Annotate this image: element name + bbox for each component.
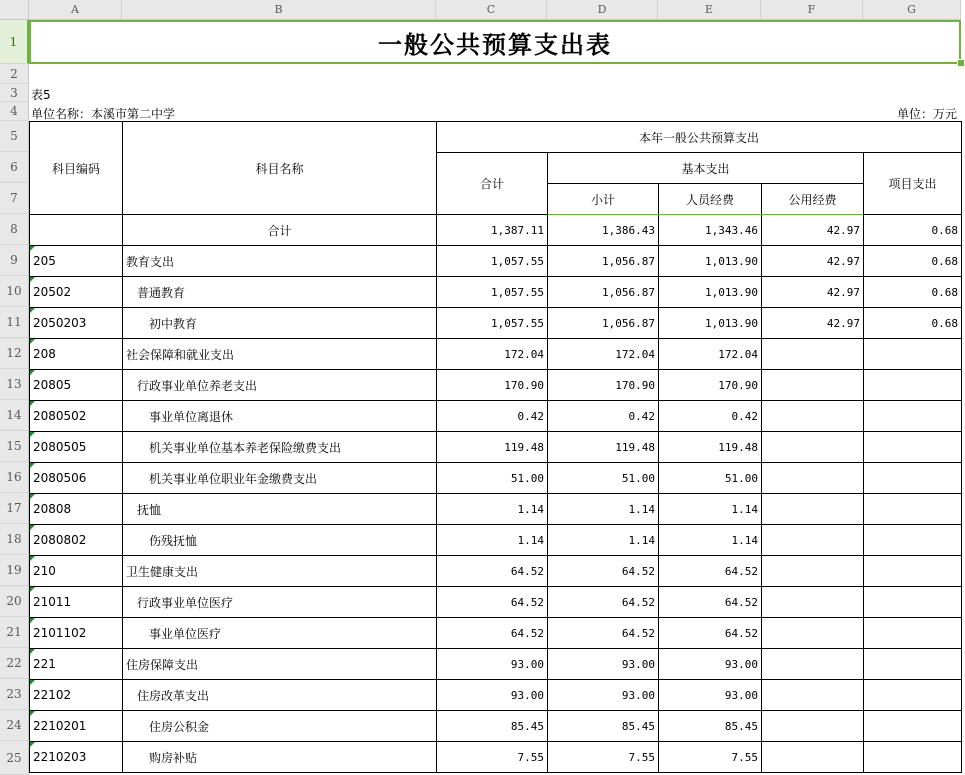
row-header-8[interactable]: 8 bbox=[0, 214, 29, 245]
cell-name[interactable]: 伤残抚恤 bbox=[123, 525, 437, 556]
cell-project[interactable] bbox=[864, 463, 962, 494]
row-header-3[interactable]: 3 bbox=[0, 84, 29, 102]
cell-code[interactable] bbox=[30, 370, 123, 401]
cell-name[interactable]: 行政事业单位医疗 bbox=[123, 587, 437, 618]
cell-public[interactable] bbox=[762, 432, 864, 463]
cell-total[interactable]: 170.90 bbox=[437, 370, 548, 401]
row-header-25[interactable]: 25 bbox=[0, 741, 29, 775]
cell-personnel[interactable]: 85.45 bbox=[659, 711, 762, 742]
cell-total[interactable]: 1,387.11 bbox=[437, 215, 548, 246]
row-header-7[interactable]: 7 bbox=[0, 183, 29, 214]
cell-name[interactable]: 抚恤 bbox=[123, 494, 437, 525]
cell-personnel[interactable]: 7.55 bbox=[659, 742, 762, 773]
cell-code[interactable] bbox=[30, 649, 123, 680]
cell-personnel[interactable]: 0.42 bbox=[659, 401, 762, 432]
cell-personnel[interactable]: 64.52 bbox=[659, 618, 762, 649]
cell-text: 20805 bbox=[33, 378, 72, 392]
cell-public[interactable] bbox=[762, 556, 864, 587]
cell-name[interactable]: 普通教育 bbox=[123, 277, 437, 308]
cell-name[interactable]: 卫生健康支出 bbox=[123, 556, 437, 587]
cell-subtotal[interactable]: 64.52 bbox=[548, 618, 659, 649]
table-number-label: 表5 bbox=[31, 88, 51, 102]
cell-code[interactable] bbox=[30, 742, 123, 773]
column-header-g[interactable]: G bbox=[863, 0, 961, 20]
cell-public[interactable]: 42.97 bbox=[762, 215, 864, 246]
cell-name[interactable]: 社会保障和就业支出 bbox=[123, 339, 437, 370]
cell-project[interactable] bbox=[864, 556, 962, 587]
cell-name[interactable]: 教育支出 bbox=[123, 246, 437, 277]
table-row bbox=[30, 525, 962, 556]
cell-project[interactable] bbox=[864, 618, 962, 649]
header-public[interactable]: 公用经费 bbox=[762, 184, 864, 215]
cell-subtotal[interactable]: 51.00 bbox=[548, 463, 659, 494]
column-header-f[interactable]: F bbox=[761, 0, 863, 20]
cell-public[interactable] bbox=[762, 401, 864, 432]
cell-project[interactable] bbox=[864, 525, 962, 556]
cell-text: 210 bbox=[33, 564, 56, 578]
cell-total[interactable]: 64.52 bbox=[437, 556, 548, 587]
table-row bbox=[30, 587, 962, 618]
number-as-text-indicator-icon bbox=[30, 308, 35, 313]
table-row bbox=[30, 742, 962, 773]
cell-code[interactable] bbox=[30, 308, 123, 339]
table-row bbox=[30, 556, 962, 587]
number-as-text-indicator-icon bbox=[30, 680, 35, 685]
cell-public[interactable] bbox=[762, 370, 864, 401]
cell-project[interactable] bbox=[864, 711, 962, 742]
cell-code[interactable] bbox=[30, 556, 123, 587]
cell-public[interactable]: 42.97 bbox=[762, 246, 864, 277]
number-as-text-indicator-icon bbox=[30, 742, 35, 747]
number-as-text-indicator-icon bbox=[30, 618, 35, 623]
cell-personnel[interactable]: 1,013.90 bbox=[659, 246, 762, 277]
table-row bbox=[30, 370, 962, 401]
cell-public[interactable] bbox=[762, 525, 864, 556]
table-row bbox=[30, 618, 962, 649]
number-as-text-indicator-icon bbox=[30, 339, 35, 344]
number-as-text-indicator-icon bbox=[30, 277, 35, 282]
table-row bbox=[30, 277, 962, 308]
table-row bbox=[30, 339, 962, 370]
cell-code[interactable] bbox=[30, 680, 123, 711]
cell-code[interactable] bbox=[30, 618, 123, 649]
row-header-6[interactable]: 6 bbox=[0, 152, 29, 183]
row-header-15[interactable]: 15 bbox=[0, 431, 29, 462]
cell-total[interactable]: 119.48 bbox=[437, 432, 548, 463]
table-row bbox=[30, 432, 962, 463]
cell-name[interactable]: 事业单位医疗 bbox=[123, 618, 437, 649]
cell-name[interactable]: 机关事业单位职业年金缴费支出 bbox=[123, 463, 437, 494]
cell-public[interactable] bbox=[762, 494, 864, 525]
cell-text: 208 bbox=[33, 347, 56, 361]
table-row bbox=[30, 680, 962, 711]
cell-code[interactable] bbox=[30, 525, 123, 556]
row-header-23[interactable]: 23 bbox=[0, 679, 29, 710]
table-row bbox=[30, 401, 962, 432]
cell-text: 20808 bbox=[33, 502, 72, 516]
number-as-text-indicator-icon bbox=[30, 711, 35, 716]
cell-personnel[interactable]: 1,013.90 bbox=[659, 277, 762, 308]
cell-subtotal[interactable]: 64.52 bbox=[548, 556, 659, 587]
row-header-24[interactable]: 24 bbox=[0, 710, 29, 741]
cell-project[interactable]: 0.68 bbox=[864, 277, 962, 308]
cell-text: 2080502 bbox=[33, 409, 87, 423]
cell-public[interactable]: 42.97 bbox=[762, 308, 864, 339]
cell-code[interactable] bbox=[30, 277, 123, 308]
cell-public[interactable]: 42.97 bbox=[762, 277, 864, 308]
cell-total[interactable]: 1,057.55 bbox=[437, 277, 548, 308]
cell-personnel[interactable]: 64.52 bbox=[659, 587, 762, 618]
unit-label: 单位：万元 bbox=[897, 107, 958, 121]
cell-subtotal[interactable]: 0.42 bbox=[548, 401, 659, 432]
cell-public[interactable] bbox=[762, 711, 864, 742]
row-header-13[interactable]: 13 bbox=[0, 369, 29, 400]
cell-subtotal[interactable]: 170.90 bbox=[548, 370, 659, 401]
cell-subtotal[interactable]: 119.48 bbox=[548, 432, 659, 463]
column-header-e[interactable]: E bbox=[658, 0, 761, 20]
cell-personnel[interactable]: 51.00 bbox=[659, 463, 762, 494]
header-project[interactable]: 项目支出 bbox=[864, 153, 962, 215]
row-header-11[interactable]: 11 bbox=[0, 307, 29, 338]
cell-text: 2050203 bbox=[33, 316, 87, 330]
cell-code[interactable] bbox=[30, 339, 123, 370]
cell-personnel[interactable]: 172.04 bbox=[659, 339, 762, 370]
cell-project[interactable] bbox=[864, 401, 962, 432]
cell-total[interactable]: 1,057.55 bbox=[437, 308, 548, 339]
header-name[interactable]: 科目名称 bbox=[123, 122, 437, 215]
row-header-17[interactable]: 17 bbox=[0, 493, 29, 524]
header-subtotal[interactable]: 小计 bbox=[548, 184, 659, 215]
table-row bbox=[30, 463, 962, 494]
select-all-corner[interactable] bbox=[0, 0, 29, 20]
cell-name[interactable]: 事业单位离退休 bbox=[123, 401, 437, 432]
row-header-19[interactable]: 19 bbox=[0, 555, 29, 586]
row-header-2[interactable]: 2 bbox=[0, 64, 29, 84]
number-as-text-indicator-icon bbox=[30, 587, 35, 592]
cell-project[interactable] bbox=[864, 680, 962, 711]
cell-total[interactable]: 64.52 bbox=[437, 587, 548, 618]
cell-subtotal[interactable]: 64.52 bbox=[548, 587, 659, 618]
table-row bbox=[30, 649, 962, 680]
cell-text: 20502 bbox=[33, 285, 72, 299]
cell-name[interactable]: 初中教育 bbox=[123, 308, 437, 339]
cell-public[interactable] bbox=[762, 680, 864, 711]
cell-personnel[interactable]: 93.00 bbox=[659, 680, 762, 711]
cell-name[interactable]: 购房补贴 bbox=[123, 742, 437, 773]
header-total[interactable]: 合计 bbox=[437, 153, 548, 215]
row-header-5[interactable]: 5 bbox=[0, 121, 29, 152]
cell-code[interactable] bbox=[30, 587, 123, 618]
cell-project[interactable] bbox=[864, 432, 962, 463]
cell-subtotal[interactable]: 1.14 bbox=[548, 525, 659, 556]
cell-project[interactable] bbox=[864, 370, 962, 401]
header-current-year[interactable]: 本年一般公共预算支出 bbox=[437, 122, 962, 153]
header-code[interactable]: 科目编码 bbox=[30, 122, 123, 215]
cell-text: 2210201 bbox=[33, 719, 87, 733]
cell-total[interactable]: 85.45 bbox=[437, 711, 548, 742]
cell-subtotal[interactable]: 1,056.87 bbox=[548, 277, 659, 308]
row-header-12[interactable]: 12 bbox=[0, 338, 29, 369]
cell-text: 2080505 bbox=[33, 440, 87, 454]
row-header-9[interactable]: 9 bbox=[0, 245, 29, 276]
budget-table bbox=[29, 121, 962, 773]
cell-name[interactable]: 住房公积金 bbox=[123, 711, 437, 742]
cell-project[interactable] bbox=[864, 649, 962, 680]
number-as-text-indicator-icon bbox=[30, 556, 35, 561]
cell-personnel[interactable]: 1,013.90 bbox=[659, 308, 762, 339]
cell-subtotal[interactable]: 1,056.87 bbox=[548, 308, 659, 339]
row-header-18[interactable]: 18 bbox=[0, 524, 29, 555]
cell-code[interactable] bbox=[30, 246, 123, 277]
cell-total[interactable]: 0.42 bbox=[437, 401, 548, 432]
cell-name[interactable]: 机关事业单位基本养老保险缴费支出 bbox=[123, 432, 437, 463]
cell-personnel[interactable]: 119.48 bbox=[659, 432, 762, 463]
cell-text: 2080802 bbox=[33, 533, 87, 547]
cell-text: 2210203 bbox=[33, 750, 87, 764]
cell-total[interactable]: 93.00 bbox=[437, 680, 548, 711]
number-as-text-indicator-icon bbox=[30, 463, 35, 468]
row-header-10[interactable]: 10 bbox=[0, 276, 29, 307]
cell-text: 2080506 bbox=[33, 471, 87, 485]
number-as-text-indicator-icon bbox=[30, 525, 35, 530]
number-as-text-indicator-icon bbox=[30, 370, 35, 375]
header-basic[interactable]: 基本支出 bbox=[548, 153, 864, 184]
table-row bbox=[30, 711, 962, 742]
unit-name-label: 单位名称：本溪市第二中学 bbox=[31, 107, 176, 121]
header-personnel[interactable]: 人员经费 bbox=[659, 184, 762, 215]
row-header-21[interactable]: 21 bbox=[0, 617, 29, 648]
cell-project[interactable] bbox=[864, 742, 962, 773]
cell-personnel[interactable]: 64.52 bbox=[659, 556, 762, 587]
cell-total[interactable]: 51.00 bbox=[437, 463, 548, 494]
cell-subtotal[interactable]: 93.00 bbox=[548, 649, 659, 680]
cell-public[interactable] bbox=[762, 649, 864, 680]
fill-handle[interactable] bbox=[957, 59, 965, 67]
cell-total[interactable]: 1.14 bbox=[437, 494, 548, 525]
cell-text: 205 bbox=[33, 254, 56, 268]
cell-name[interactable]: 合计 bbox=[123, 215, 437, 246]
cell-personnel[interactable]: 1,343.46 bbox=[659, 215, 762, 246]
cell-public[interactable] bbox=[762, 463, 864, 494]
number-as-text-indicator-icon bbox=[30, 494, 35, 499]
cell-text: 2101102 bbox=[33, 626, 87, 640]
cell-total[interactable]: 172.04 bbox=[437, 339, 548, 370]
cell-total[interactable]: 64.52 bbox=[437, 618, 548, 649]
cell-subtotal[interactable]: 1,386.43 bbox=[548, 215, 659, 246]
cell-project[interactable] bbox=[864, 587, 962, 618]
cell-subtotal[interactable]: 172.04 bbox=[548, 339, 659, 370]
number-as-text-indicator-icon bbox=[30, 432, 35, 437]
number-as-text-indicator-icon bbox=[30, 649, 35, 654]
row-header-4[interactable]: 4 bbox=[0, 102, 29, 121]
cell-name[interactable]: 住房保障支出 bbox=[123, 649, 437, 680]
cell-subtotal[interactable]: 1,056.87 bbox=[548, 246, 659, 277]
cell-public[interactable] bbox=[762, 618, 864, 649]
cell-subtotal[interactable]: 93.00 bbox=[548, 680, 659, 711]
title-cell[interactable]: 一般公共预算支出表 bbox=[29, 20, 961, 64]
cell-public[interactable] bbox=[762, 587, 864, 618]
column-header-a[interactable]: A bbox=[29, 0, 122, 20]
number-as-text-indicator-icon bbox=[30, 246, 35, 251]
cell-personnel[interactable]: 170.90 bbox=[659, 370, 762, 401]
table-row bbox=[30, 308, 962, 339]
column-header-d[interactable]: D bbox=[547, 0, 658, 20]
table-row bbox=[30, 215, 962, 246]
cell-total[interactable]: 1.14 bbox=[437, 525, 548, 556]
row-header-22[interactable]: 22 bbox=[0, 648, 29, 679]
column-header-c[interactable]: C bbox=[436, 0, 547, 20]
cell-code[interactable] bbox=[30, 215, 123, 246]
cell-code[interactable] bbox=[30, 494, 123, 525]
cell-subtotal[interactable]: 1.14 bbox=[548, 494, 659, 525]
cell-text: 221 bbox=[33, 657, 56, 671]
cell-name[interactable]: 行政事业单位养老支出 bbox=[123, 370, 437, 401]
table-row bbox=[30, 246, 962, 277]
cell-text: 22102 bbox=[33, 688, 72, 702]
cell-code[interactable] bbox=[30, 463, 123, 494]
cell-name[interactable]: 住房改革支出 bbox=[123, 680, 437, 711]
cell-public[interactable] bbox=[762, 742, 864, 773]
row-header-14[interactable]: 14 bbox=[0, 400, 29, 431]
table-row bbox=[30, 494, 962, 525]
cell-total[interactable]: 93.00 bbox=[437, 649, 548, 680]
cell-public[interactable] bbox=[762, 339, 864, 370]
cell-subtotal[interactable]: 7.55 bbox=[548, 742, 659, 773]
cell-personnel[interactable]: 93.00 bbox=[659, 649, 762, 680]
cell-project[interactable]: 0.68 bbox=[864, 215, 962, 246]
cell-project[interactable]: 0.68 bbox=[864, 308, 962, 339]
cell-total[interactable]: 7.55 bbox=[437, 742, 548, 773]
column-header-b[interactable]: B bbox=[122, 0, 436, 20]
cell-text: 21011 bbox=[33, 595, 72, 609]
cell-project[interactable] bbox=[864, 494, 962, 525]
cell-code[interactable] bbox=[30, 401, 123, 432]
cell-project[interactable] bbox=[864, 339, 962, 370]
cell-code[interactable] bbox=[30, 711, 123, 742]
number-as-text-indicator-icon bbox=[30, 401, 35, 406]
cell-total[interactable]: 1,057.55 bbox=[437, 246, 548, 277]
cell-project[interactable]: 0.68 bbox=[864, 246, 962, 277]
cell-personnel[interactable]: 1.14 bbox=[659, 525, 762, 556]
row-header-20[interactable]: 20 bbox=[0, 586, 29, 617]
row-header-1[interactable]: 1 bbox=[0, 20, 29, 64]
cell-subtotal[interactable]: 85.45 bbox=[548, 711, 659, 742]
cell-personnel[interactable]: 1.14 bbox=[659, 494, 762, 525]
row-header-16[interactable]: 16 bbox=[0, 462, 29, 493]
cell-code[interactable] bbox=[30, 432, 123, 463]
